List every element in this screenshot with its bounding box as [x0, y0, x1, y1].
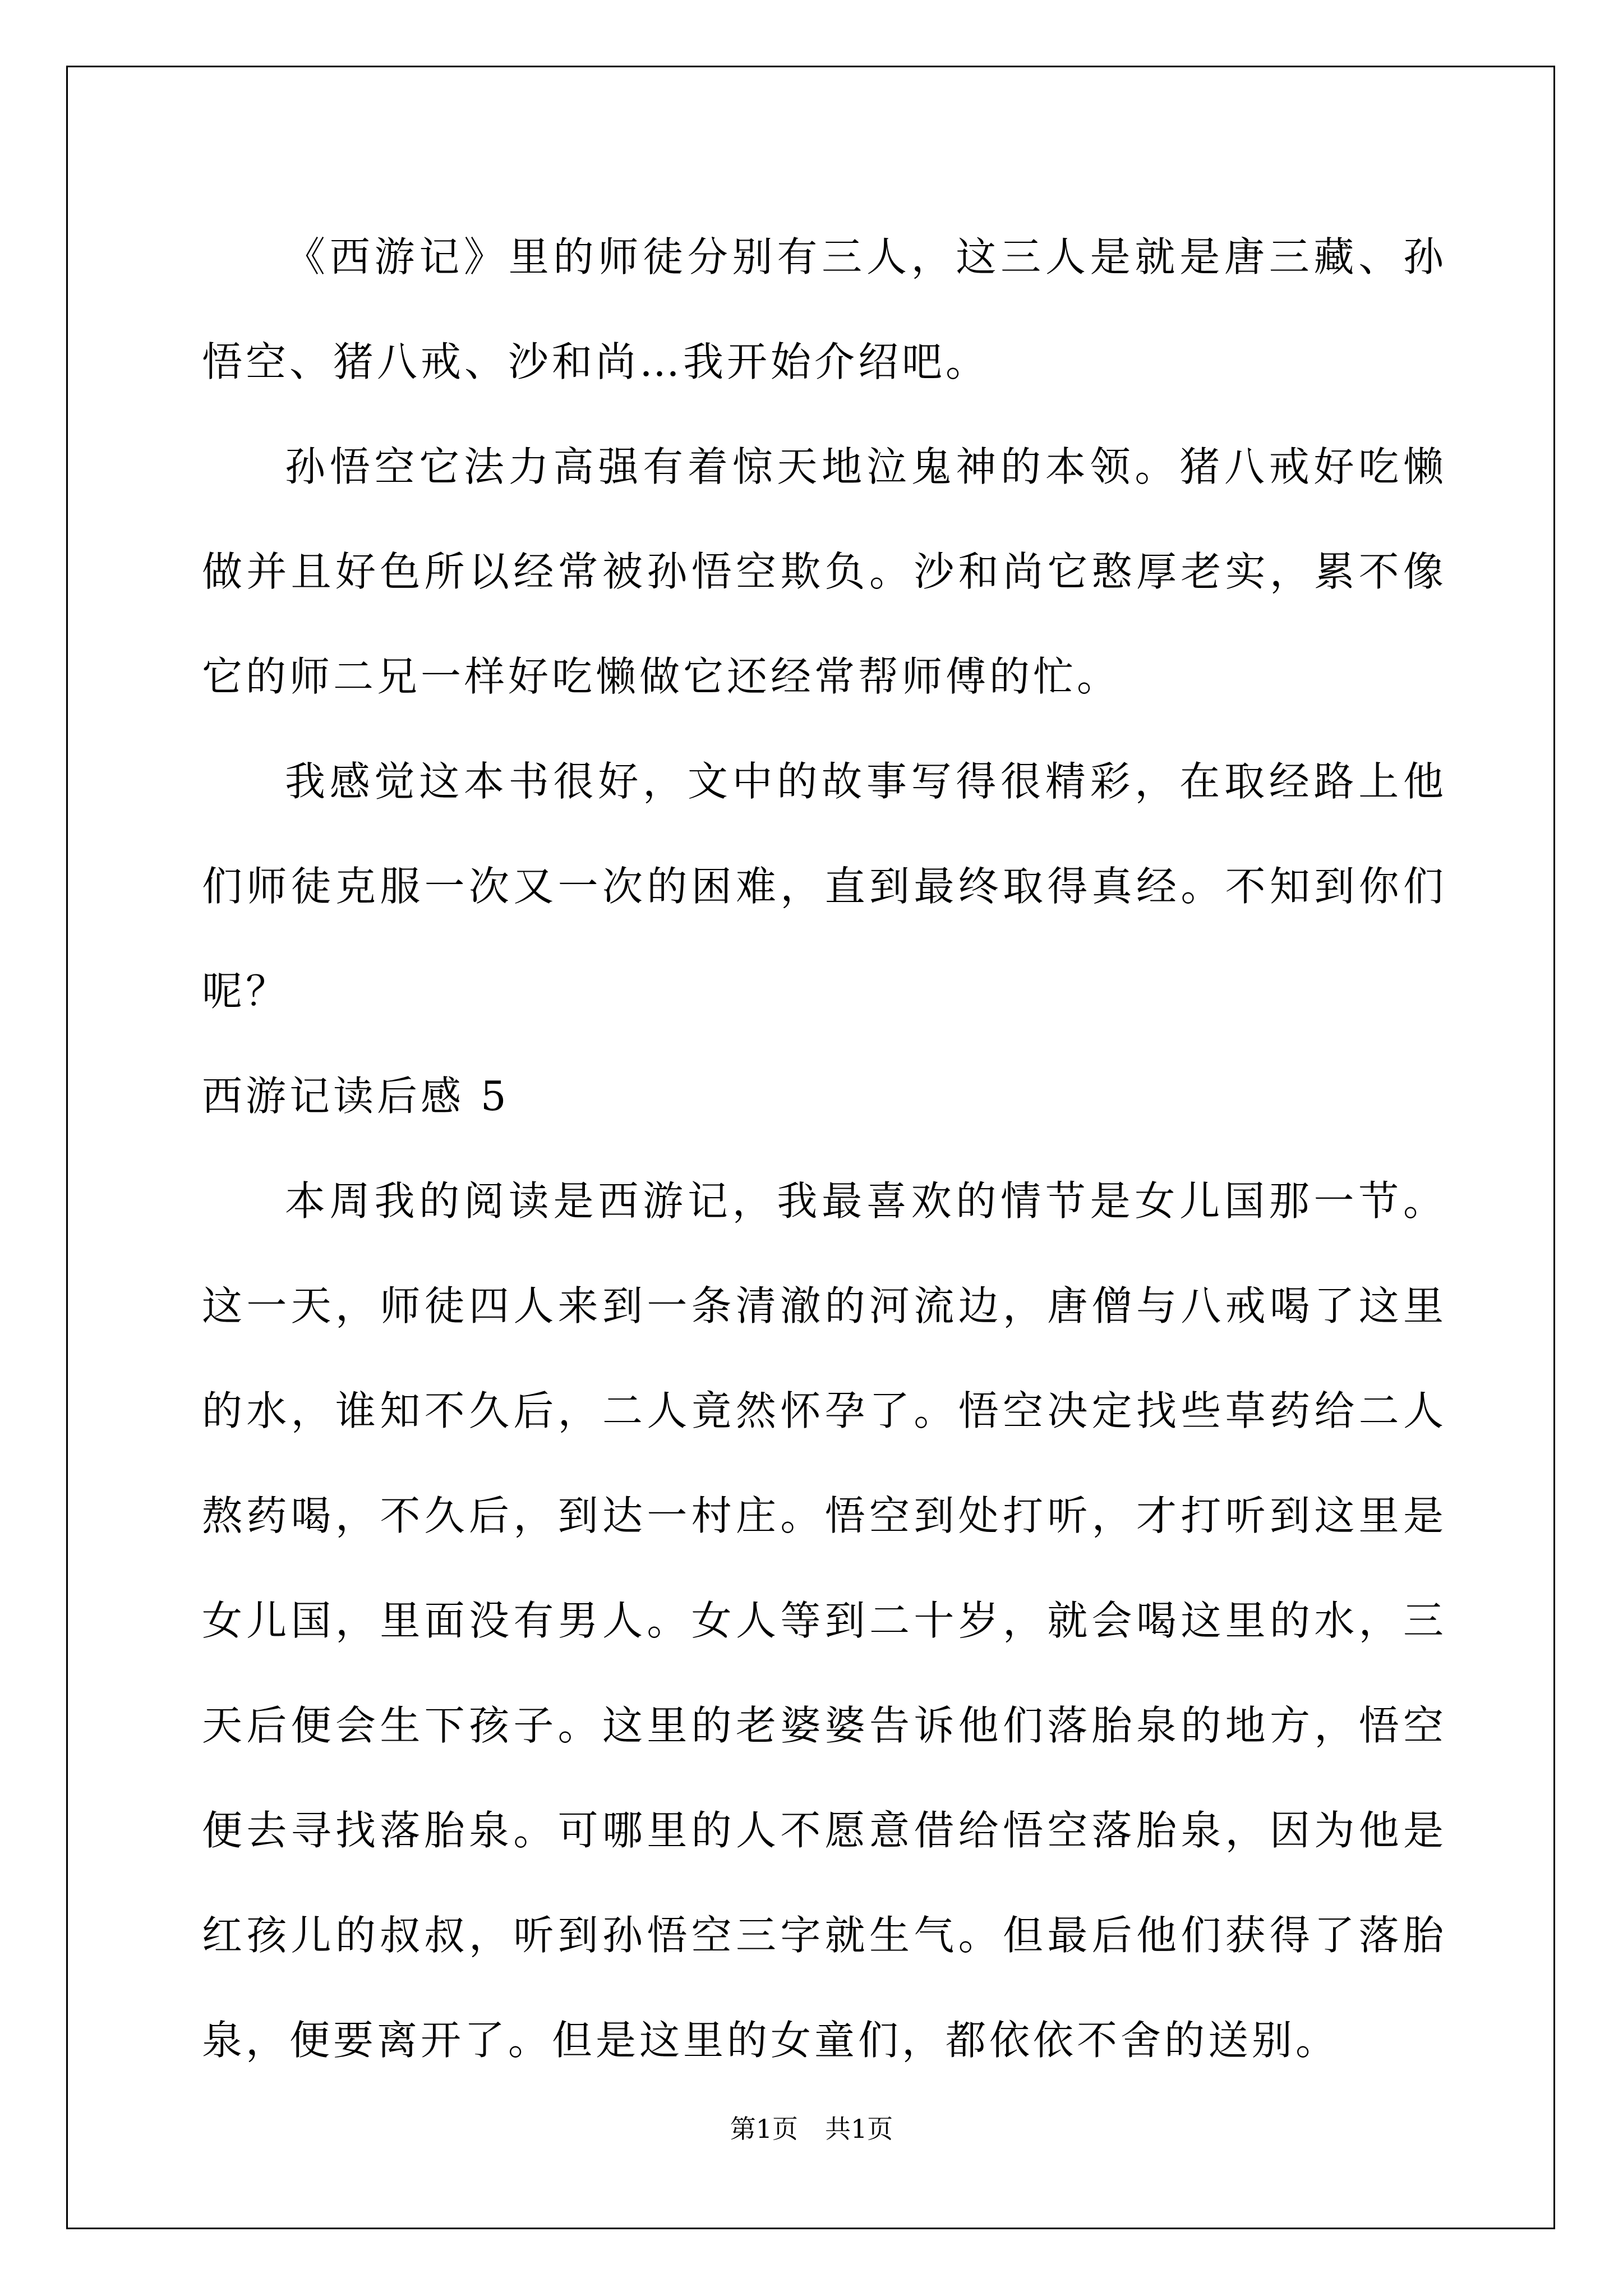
- paragraph-characters: 孙悟空它法力高强有着惊天地泣鬼神的本领。猪八戒好吃懒做并且好色所以经常被孙悟空欺负。沙和尚它憨厚老实，累不像它的师二兄一样好吃懒做它还经常帮师傅的忙。: [202, 443, 1447, 700]
- page-number-current: 第1页: [730, 2114, 798, 2144]
- page-number-total: 共1页: [825, 2114, 893, 2144]
- paragraph-intro: 《西游记》里的师徒分别有三人，这三人是就是唐三藏、孙悟空、猪八戒、沙和尚…我开始介绍吧。: [202, 233, 1447, 385]
- page-footer: [0, 2112, 1623, 2146]
- paragraph-story: 本周我的阅读是西游记，我最喜欢的情节是女儿国那一节。这一天，师徒四人来到一条清澈的河流边，唐僧与八戒喝了这里的水，谁知不久后，二人竟然怀孕了。悟空决定找些草药给二人熬药喝，不久后，到达一村庄。悟空到处打听，才打听到这里是女儿国，里面没有男人。女人等到二十岁，就会喝这里的水，三天后便会生下孩子。这里的老婆婆告诉他们落胎泉的地方，悟空便去寻找落胎泉。可哪里的人不愿意借给悟空落胎泉，因为他是红孩儿的叔叔，听到孙悟空三字就生气。但最后他们获得了落胎泉，便要离开了。但是这里的女童们，都依依不舍的送别。: [202, 1177, 1447, 2064]
- section-heading: 西游记读后感 5: [202, 1073, 510, 1120]
- document-body: [202, 205, 1447, 2093]
- paragraph-opinion: 我感觉这本书很好，文中的故事写得很精彩，在取经路上他们师徒克服一次又一次的困难，直到最终取得真经。不知到你们呢？: [202, 758, 1447, 1015]
